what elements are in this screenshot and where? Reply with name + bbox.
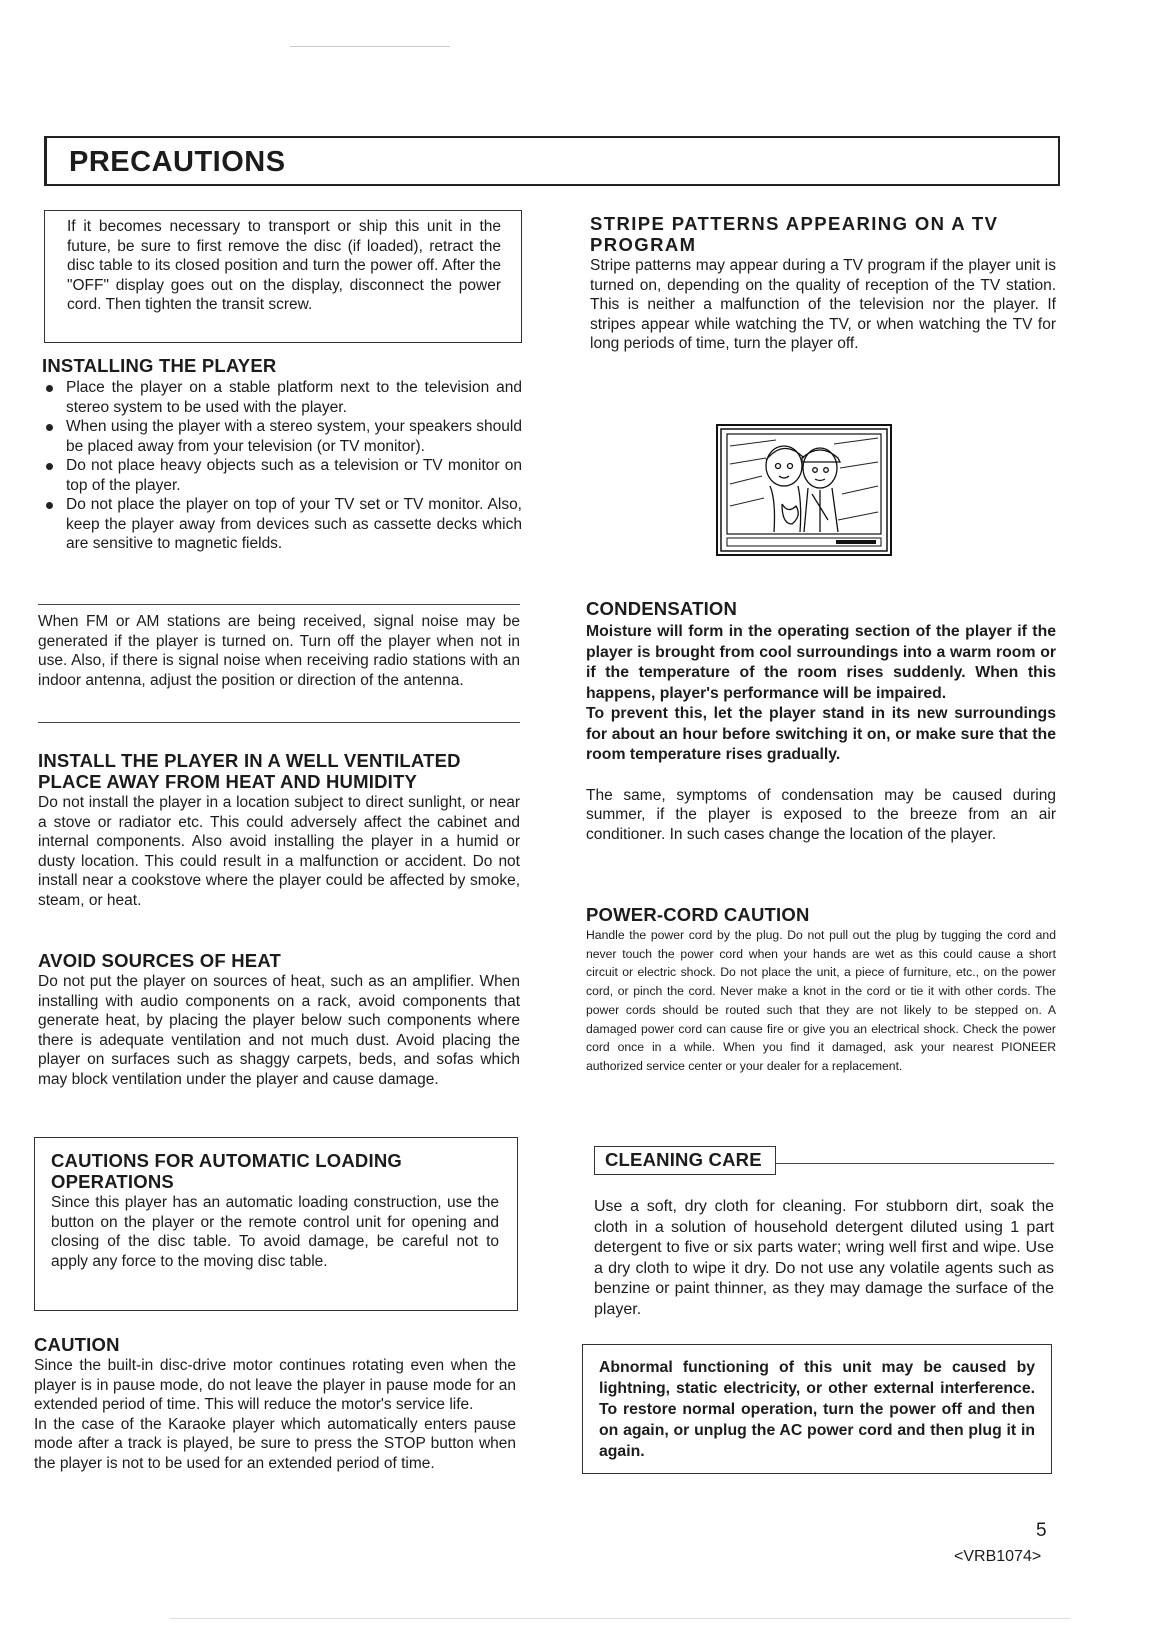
scan-artifact-top	[290, 46, 450, 47]
installing-list	[42, 378, 522, 554]
bullet-icon	[46, 463, 53, 470]
caution-heading: CAUTION	[34, 1334, 120, 1355]
stripe-body: Stripe patterns may appear during a TV program if the player unit is turned on, depending on the quality of reception of the TV station. This is neither a malfunction of the television nor the player. If stripes appear while watching the TV, or when watching the TV for long periods of time, turn the player off.	[590, 257, 1056, 352]
condensation-bold-2: To prevent this, let the player stand in its new surroundings for about an hour before switching it on, or make sure that the room temperature rises gradually.	[586, 705, 1056, 763]
condensation-body: The same, symptoms of condensation may be caused during summer, if the player is exposed to the breeze from an air conditioner. In such cases change the location of the player.	[586, 786, 1056, 843]
caution-body-2: In the case of the Karaoke player which automatically enters pause mode after a track is played, be sure to press the STOP button when the player is not to be used for an extended period of time.	[34, 1415, 516, 1472]
cleaning-section	[594, 1197, 1054, 1320]
abnormal-notice: Abnormal functioning of this unit may be caused by lightning, static electricity, or other external interference. To restore normal operation, turn the power off and then on again, or unplug the AC power cord and then plug it in again.	[599, 1359, 1035, 1460]
condensation-bold-1: Moisture will form in the operating section of the player if the player is brought from cool surroundings into a warm room or if the temperature of the room rises suddenly. When this happens, player's performance will be impaired.	[586, 623, 1056, 702]
scan-artifact-bottom	[170, 1618, 1070, 1619]
list-item: Place the player on a stable platform next to the television and stereo system to be used with the player.	[42, 378, 522, 417]
installing-heading: INSTALLING THE PLAYER	[42, 355, 277, 376]
auto-loading-body: Since this player has an automatic loading construction, use the button on the player or the remote control unit for opening and closing of the disc table. To avoid damage, be careful not to apply any force to the moving disc table.	[51, 1194, 499, 1270]
heat-heading: AVOID SOURCES OF HEAT	[38, 950, 282, 971]
ventilation-section	[38, 750, 520, 910]
fm-am-note-section	[38, 612, 520, 690]
stripe-heading: STRIPE PATTERNS APPEARING ON A TV PROGRAM	[590, 213, 999, 255]
cleaning-body: Use a soft, dry cloth for cleaning. For stubborn dirt, soak the cloth in a solution of household detergent diluted using 1 part detergent to five or six parts water; wring well first and wipe. Use a dry cloth to wipe it dry. Do not use any volatile agents such as benzine or paint thinner, as they may damage the surface of the player.	[594, 1198, 1054, 1318]
heat-body: Do not put the player on sources of heat, such as an amplifier. When installing with audio components on a rack, avoid components that generate heat, by placing the player below such components where there is adequate ventilation and not much dust. Avoid placing the player on surfaces such as shaggy carpets, beds, and sofas which may block ventilation under the player and cause damage.	[38, 973, 520, 1088]
tv-illustration	[716, 424, 892, 556]
power-cord-heading: POWER-CORD CAUTION	[586, 904, 810, 925]
installing-section	[42, 355, 522, 554]
condensation-heading: CONDENSATION	[586, 598, 738, 619]
cleaning-heading-box	[594, 1146, 776, 1175]
page-number: 5	[1036, 1520, 1047, 1541]
list-item: When using the player with a stereo system, your speakers should be placed away from your television (or TV monitor).	[42, 417, 522, 456]
ventilation-body: Do not install the player in a location subject to direct sunlight, or near a stove or radiator etc. This could adversely affect the cabinet and internal components. Also avoid installing the player in a humid or dusty location. This could result in a malfunction or accident. Do not install near a cookstove where the player could be affected by smoke, steam, or heat.	[38, 794, 520, 909]
transport-notice: If it becomes necessary to transport or ship this unit in the future, be sure to first remove the disc (if loaded), retract the disc table to its closed position and turn the power off. After the "OFF" display goes out on the display, disconnect the power cord. Then tighten the transit screw.	[67, 218, 501, 313]
auto-loading-heading: CAUTIONS FOR AUTOMATIC LOADING OPERATIONS	[51, 1150, 402, 1192]
caution-body-1: Since the built-in disc-drive motor continues rotating even when the player is in pause mode, do not leave the player in pause mode for an extended period of time. This will reduce the motor's service life.	[34, 1357, 516, 1413]
stripe-section	[590, 213, 1056, 354]
tv-illustration-svg	[716, 424, 892, 556]
list-item: Do not place the player on top of your TV set or TV monitor. Also, keep the player away from devices such as cassette decks which are sensitive to magnetic fields.	[42, 495, 522, 554]
page-title: PRECAUTIONS	[69, 146, 286, 178]
title-box	[44, 136, 1060, 186]
ventilation-heading: INSTALL THE PLAYER IN A WELL VENTILATED PLACE AWAY FROM HEAT AND HUMIDITY	[38, 750, 461, 792]
condensation-section	[586, 598, 1056, 844]
list-item: Do not place heavy objects such as a television or TV monitor on top of the player.	[42, 456, 522, 495]
divider	[776, 1163, 1054, 1164]
doc-code: <VRB1074>	[954, 1548, 1042, 1565]
heat-section	[38, 950, 520, 1089]
abnormal-notice-box	[582, 1344, 1052, 1474]
divider	[38, 604, 520, 605]
fm-am-note: When FM or AM stations are being received, signal noise may be generated if the player is turned on. Turn off the player when not in use. Also, if there is signal noise when receiving radio stations with an indoor antenna, adjust the position or direction of the antenna.	[38, 613, 520, 689]
bullet-icon	[46, 385, 53, 392]
auto-loading-box	[34, 1137, 518, 1311]
transport-notice-box	[44, 210, 522, 343]
divider	[38, 722, 520, 723]
bullet-icon	[46, 502, 53, 509]
caution-section	[34, 1334, 516, 1473]
bullet-icon	[46, 424, 53, 431]
power-cord-body: Handle the power cord by the plug. Do not pull out the plug by tugging the cord and never touch the power cord when your hands are wet as this could cause a short circuit or electric shock. Do not place the unit, a piece of furniture, etc., on the power cord, or pinch the cord. Never make a knot in the cord or tie it with other cords. The power cords should be routed such that they are not likely to be stepped on. A damaged power cord can cause fire or give you an electrical shock. Check the power cord once in a while. When you find it damaged, ask your nearest PIONEER authorized service center or your dealer for a replacement.	[586, 928, 1056, 1073]
cleaning-heading: CLEANING CARE	[605, 1149, 762, 1170]
power-cord-section	[586, 904, 1056, 1076]
